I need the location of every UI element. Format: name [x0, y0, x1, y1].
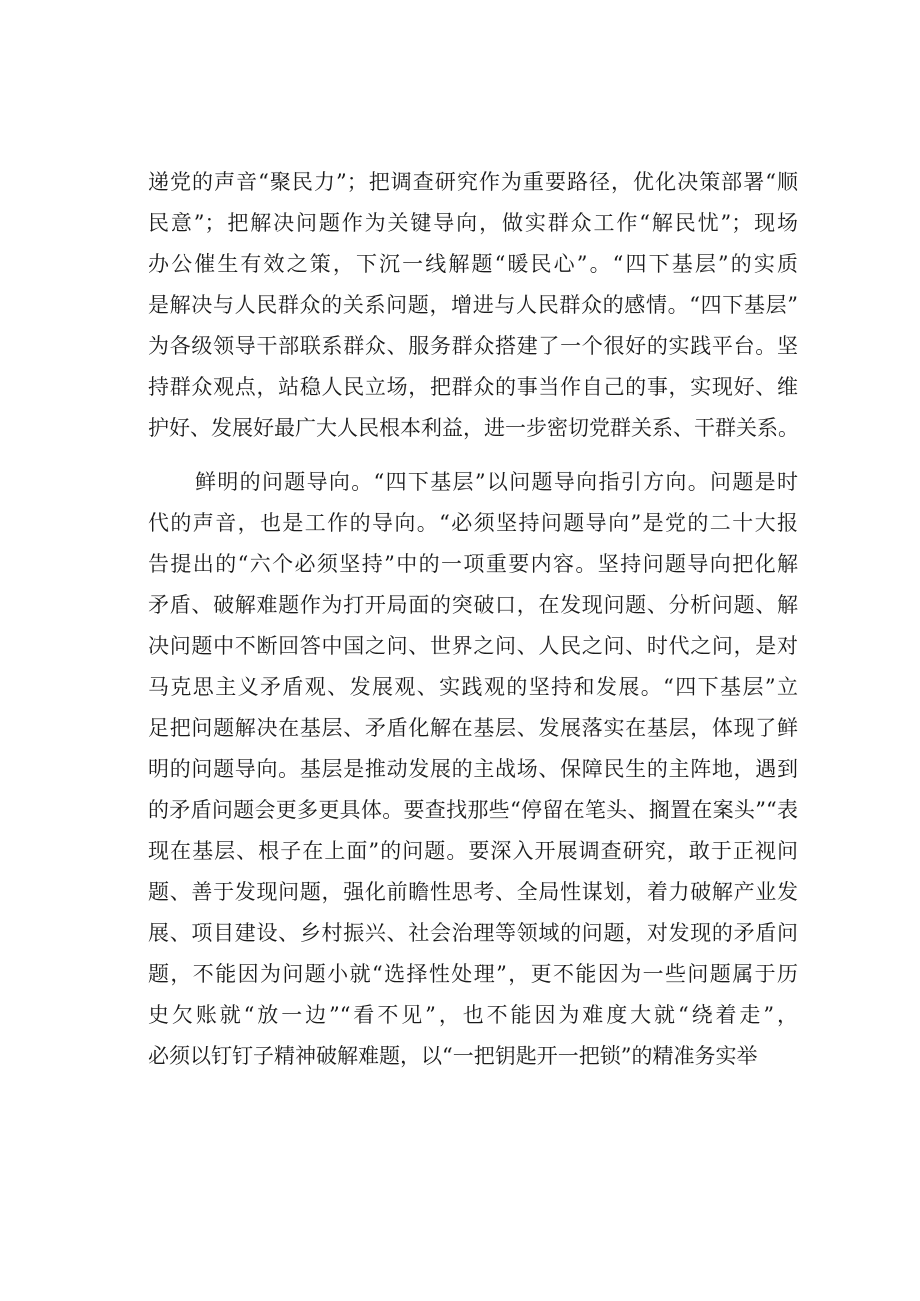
- text-line: 办公催生有效之策，下沉一线解题“暖民心”。“四下基层”的实质: [148, 252, 798, 276]
- text-line: 民意”；把解决问题作为关键导向，做实群众工作“解民忧”；现场: [148, 211, 798, 235]
- text-line: 题、善于发现问题，强化前瞻性思考、全局性谋划，着力破解产业发: [148, 880, 798, 904]
- text-line: 为各级领导干部联系群众、服务群众搭建了一个很好的实践平台。坚: [148, 334, 798, 358]
- text-line: 必须以钉钉子精神破解难题，以“一把钥匙开一把锁”的精准务实举: [148, 1044, 758, 1068]
- text-line: 代的声音，也是工作的导向。“必须坚持问题导向”是党的二十大报: [148, 511, 798, 535]
- text-line: 题，不能因为问题小就“选择性处理”，更不能因为一些问题属于历: [148, 962, 798, 986]
- paragraph-first-line: 鲜明的问题导向。“四下基层”以问题导向指引方向。问题是时: [195, 470, 798, 494]
- text-line: 明的问题导向。基层是推动发展的主战场、保障民生的主阵地，遇到: [148, 757, 798, 781]
- text-line: 决问题中不断回答中国之问、世界之问、人民之问、时代之问，是对: [148, 634, 798, 658]
- text-line: 持群众观点，站稳人民立场，把群众的事当作自己的事，实现好、维: [148, 375, 798, 399]
- text-line: 足把问题解决在基层、矛盾化解在基层、发展落实在基层，体现了鲜: [148, 716, 798, 740]
- text-line: 是解决与人民群众的关系问题，增进与人民群众的感情。“四下基层”: [148, 293, 798, 317]
- text-line: 史欠账就“放一边”“看不见”，也不能因为难度大就“绕着走”，: [148, 1003, 798, 1027]
- text-line: 的矛盾问题会更多更具体。要查找那些“停留在笔头、搁置在案头”“表: [148, 798, 798, 822]
- text-line: 马克思主义矛盾观、发展观、实践观的坚持和发展。“四下基层”立: [148, 675, 798, 699]
- text-line: 递党的声音“聚民力”；把调查研究作为重要路径，优化决策部署“顺: [148, 170, 798, 194]
- text-line: 矛盾、破解难题作为打开局面的突破口，在发现问题、分析问题、解: [148, 593, 798, 617]
- text-line: 护好、发展好最广大人民根本利益，进一步密切党群关系、干群关系。: [148, 416, 799, 440]
- text-line: 告提出的“六个必须坚持”中的一项重要内容。坚持问题导向把化解: [148, 552, 798, 576]
- text-line: 展、项目建设、乡村振兴、社会治理等领域的问题，对发现的矛盾问: [148, 921, 798, 945]
- text-line: 现在基层、根子在上面”的问题。要深入开展调查研究，敢于正视问: [148, 839, 798, 863]
